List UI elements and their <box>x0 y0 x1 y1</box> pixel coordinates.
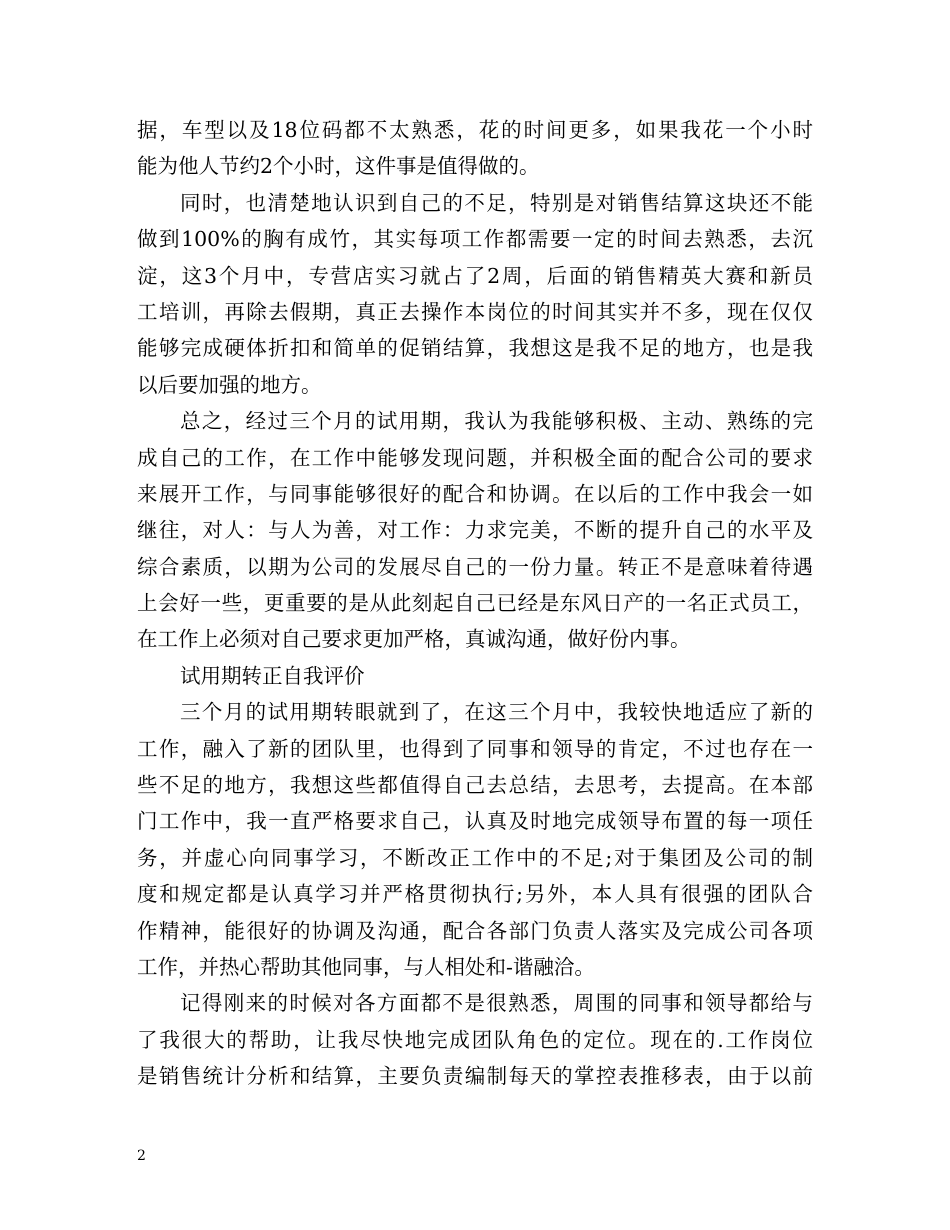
text-line: 能为他人节约2个小时，这件事是值得做的。 <box>137 154 540 179</box>
text-line: 总之，经过三个月的试用期，我认为我能够积极、主动、熟练的完 <box>180 409 813 434</box>
text-line: 来展开工作，与同事能够很好的配合和协调。在以后的工作中我会一如 <box>137 481 813 506</box>
text-line: 作精神，能很好的协调及沟通，配合各部门负责人落实及完成公司各项 <box>137 918 813 943</box>
text-line: 是销售统计分析和结算，主要负责编制每天的掌控表推移表，由于以前 <box>137 1064 813 1089</box>
text-line: 上会好一些，更重要的是从此刻起自己已经是东风日产的一名正式员工， <box>137 591 813 616</box>
page-number: 2 <box>137 1148 146 1164</box>
text-line: 工作，并热心帮助其他同事，与人相处和-谐融洽。 <box>137 954 595 979</box>
text-line: 试用期转正自我评价 <box>180 663 365 688</box>
text-line: 门工作中，我一直严格要求自己，认真及时地完成领导布置的每一项任 <box>137 809 813 834</box>
text-line: 工培训，再除去假期，真正去操作本岗位的时间其实并不多，现在仅仅 <box>137 299 813 324</box>
text-line: 了我很大的帮助，让我尽快地完成团队角色的定位。现在的.工作岗位 <box>137 1027 813 1052</box>
text-line: 三个月的试用期转眼就到了，在这三个月中，我较快地适应了新的 <box>180 700 813 725</box>
text-line: 在工作上必须对自己要求更加严格，真诚沟通，做好份内事。 <box>137 627 691 652</box>
text-line: 成自己的工作，在工作中能够发现问题，并积极全面的配合公司的要求 <box>137 445 813 470</box>
text-line: 淀，这3个月中，专营店实习就占了2周，后面的销售精英大赛和新员 <box>137 263 813 288</box>
text-line: 综合素质，以期为公司的发展尽自己的一份力量。转正不是意味着待遇 <box>137 554 813 579</box>
text-line: 度和规定都是认真学习并严格贯彻执行;另外，本人具有很强的团队合 <box>137 882 813 907</box>
text-line: 些不足的地方，我想这些都值得自己去总结，去思考，去提高。在本部 <box>137 773 813 798</box>
text-line: 务，并虚心向同事学习，不断改正工作中的不足;对于集团及公司的制 <box>137 845 813 870</box>
text-line: 能够完成硬体折扣和简单的促销结算，我想这是我不足的地方，也是我 <box>137 336 813 361</box>
text-line: 同时，也清楚地认识到自己的不足，特别是对销售结算这块还不能 <box>180 190 813 215</box>
text-line: 据，车型以及18位码都不太熟悉，花的时间更多，如果我花一个小时 <box>137 118 813 142</box>
text-line: 记得刚来的时候对各方面都不是很熟悉，周围的同事和领导都给与 <box>180 991 813 1016</box>
text-line: 继往，对人：与人为善，对工作：力求完美，不断的提升自己的水平及 <box>137 518 813 543</box>
text-line: 以后要加强的地方。 <box>137 372 322 397</box>
text-line: 工作，融入了新的团队里，也得到了同事和领导的肯定，不过也存在一 <box>137 736 813 761</box>
text-line: 做到100%的胸有成竹，其实每项工作都需要一定的时间去熟悉，去沉 <box>137 227 813 252</box>
body-text <box>137 112 813 1095</box>
